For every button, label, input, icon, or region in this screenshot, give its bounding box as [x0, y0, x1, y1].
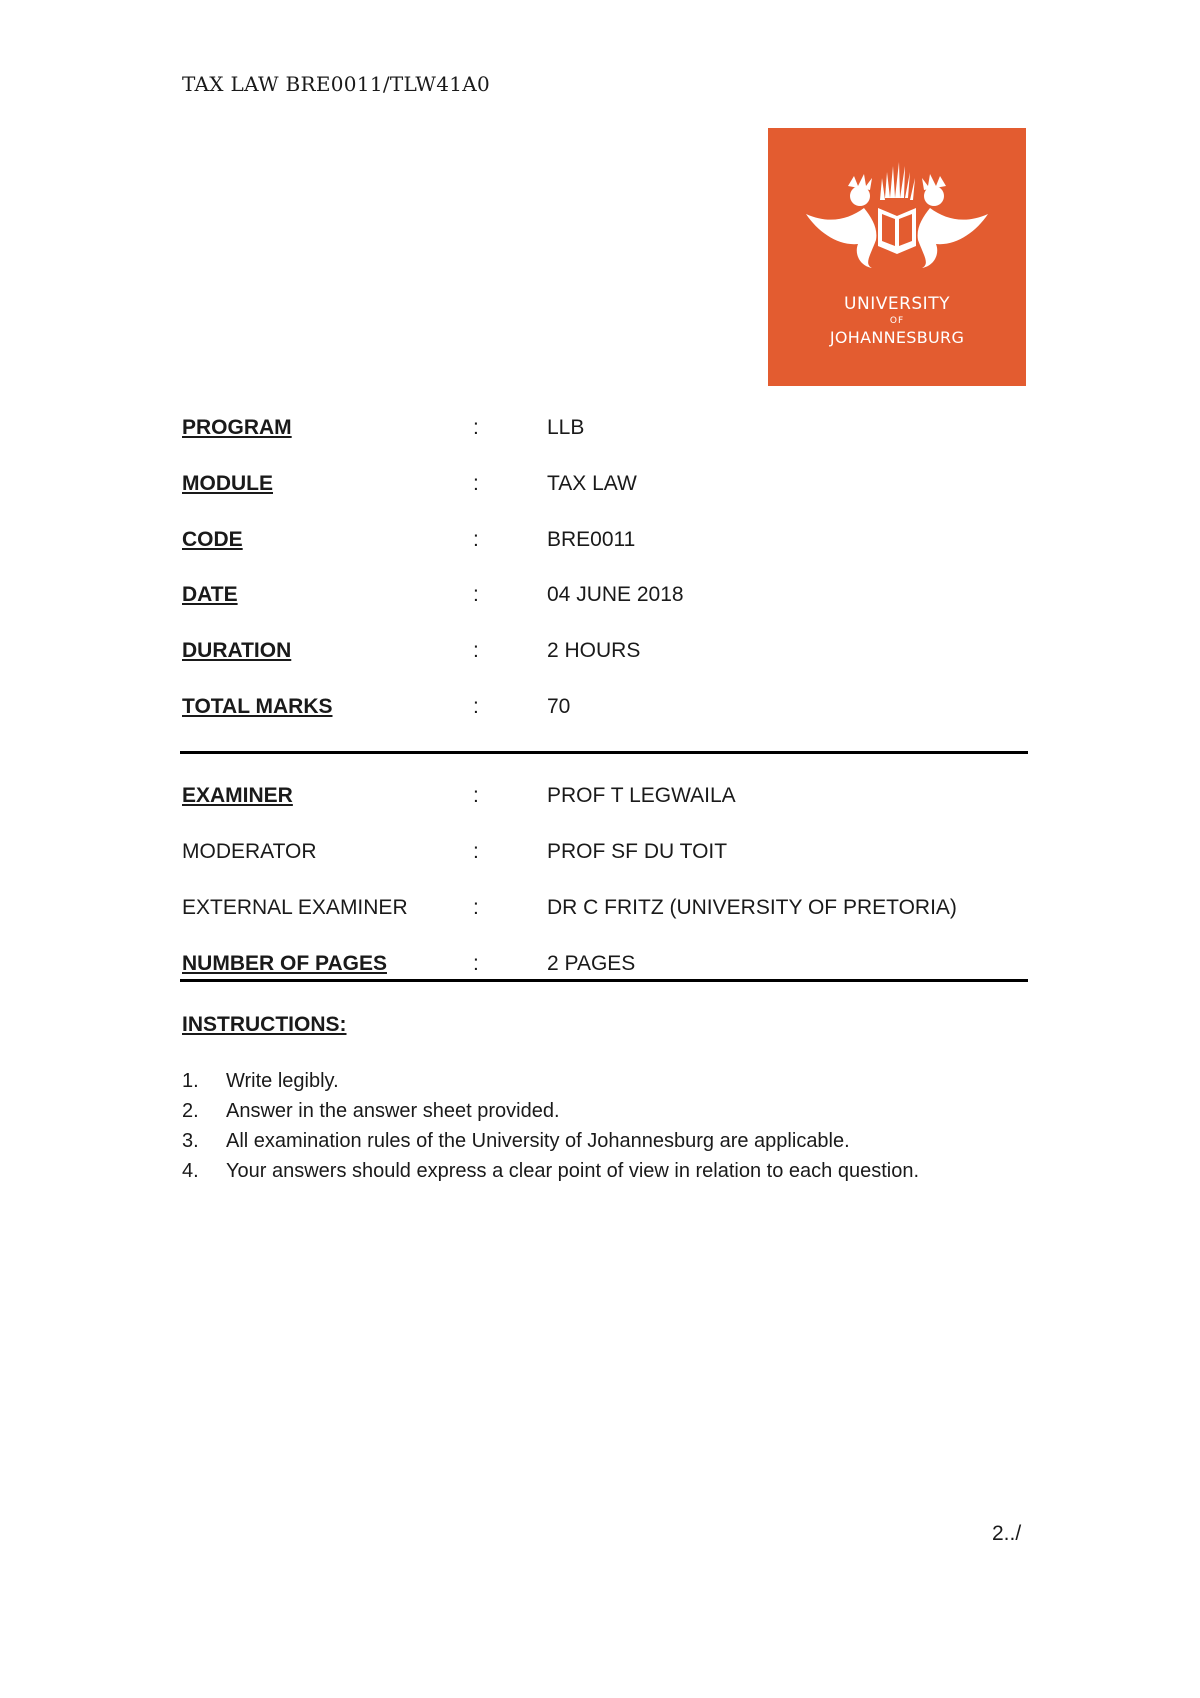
detail-label: DURATION [182, 639, 292, 662]
detail-row-total-marks [182, 695, 1032, 725]
examiner-value: PROF SF DU TOIT [547, 840, 728, 863]
examiner-value: PROF T LEGWAILA [547, 784, 736, 807]
examiner-colon: : [473, 840, 479, 863]
examiner-value: 2 PAGES [547, 952, 636, 975]
instruction-text: Answer in the answer sheet provided. [226, 1100, 560, 1122]
detail-value: 04 JUNE 2018 [547, 583, 684, 606]
section-divider-bottom [180, 979, 1028, 982]
logo-text-of: OF [889, 316, 905, 326]
detail-row-module [182, 472, 1032, 502]
examiner-colon: : [473, 896, 479, 919]
detail-value: LLB [547, 416, 585, 439]
examiner-label: EXTERNAL EXAMINER [182, 896, 408, 919]
examiner-label: EXAMINER [182, 784, 293, 807]
examiner-row-external-examiner [182, 896, 1032, 926]
examiner-row-examiner [182, 784, 1032, 814]
instruction-text: Write legibly. [226, 1070, 339, 1092]
detail-label: MODULE [182, 472, 273, 495]
detail-colon: : [473, 583, 479, 606]
detail-label: PROGRAM [182, 416, 292, 439]
logo-text-johannesburg: JOHANNESBURG [829, 328, 965, 347]
bird-crest-icon [768, 128, 1026, 288]
instruction-number: 1. [182, 1070, 199, 1092]
detail-value: BRE0011 [547, 528, 636, 551]
detail-row-duration [182, 639, 1032, 669]
instruction-number: 3. [182, 1130, 199, 1152]
instruction-text: All examination rules of the University of Johannesburg are applicable. [226, 1130, 850, 1152]
detail-row-program [182, 416, 1032, 446]
detail-value: TAX LAW [547, 472, 637, 495]
detail-value: 70 [547, 695, 571, 718]
instruction-text: Your answers should express a clear point of view in relation to each question. [226, 1160, 919, 1182]
detail-colon: : [473, 528, 479, 551]
detail-colon: : [473, 472, 479, 495]
examiner-row-moderator [182, 840, 1032, 870]
detail-colon: : [473, 695, 479, 718]
document-header-title: TAX LAW BRE0011/TLW41A0 [182, 72, 491, 96]
examiner-value: DR C FRITZ (UNIVERSITY OF PRETORIA) [547, 896, 957, 919]
university-logo [768, 128, 1026, 386]
examiner-colon: : [473, 952, 479, 975]
examiner-label: NUMBER OF PAGES [182, 952, 387, 975]
examiner-label: MODERATOR [182, 840, 317, 863]
examiner-row-number-of-pages [182, 952, 1032, 982]
page-continuation-marker: 2../ [992, 1522, 1022, 1545]
detail-row-code [182, 528, 1032, 558]
detail-label: DATE [182, 583, 238, 606]
detail-label: CODE [182, 528, 243, 551]
logo-text-university: UNIVERSITY [844, 294, 950, 314]
detail-colon: : [473, 416, 479, 439]
detail-label: TOTAL MARKS [182, 695, 333, 718]
detail-row-date [182, 583, 1032, 613]
detail-value: 2 HOURS [547, 639, 641, 662]
instruction-number: 2. [182, 1100, 199, 1122]
detail-colon: : [473, 639, 479, 662]
instructions-title: INSTRUCTIONS: [182, 1013, 347, 1036]
examiner-colon: : [473, 784, 479, 807]
instruction-number: 4. [182, 1160, 199, 1182]
section-divider-top [180, 751, 1028, 754]
